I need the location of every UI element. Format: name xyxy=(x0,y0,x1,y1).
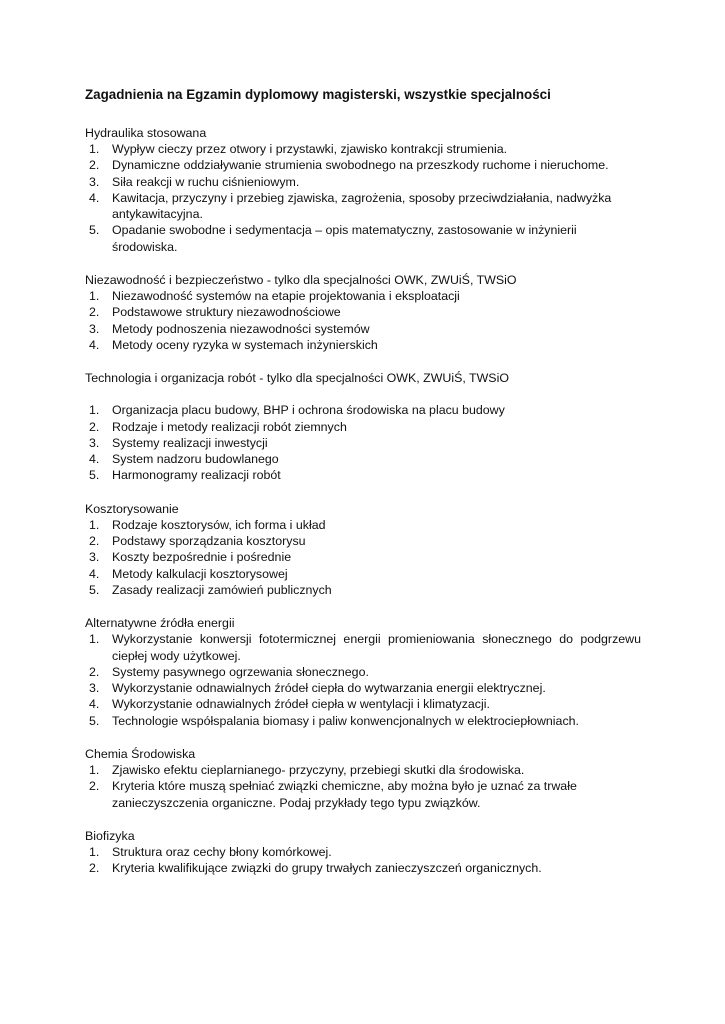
list-item xyxy=(85,419,641,435)
item-number: 1. xyxy=(89,763,100,778)
list-item xyxy=(85,451,641,467)
item-number: 3. xyxy=(89,435,100,450)
list-item xyxy=(85,582,641,598)
item-number: 4. xyxy=(89,452,100,467)
item-text: Niezawodność systemów na etapie projektowania i eksploatacji xyxy=(112,289,460,304)
item-text: Podstawy sporządzania kosztorysu xyxy=(112,534,306,549)
item-text: Technologie współspalania biomasy i paliw konwencjonalnych w elektrociepłowniach. xyxy=(112,713,579,728)
topic-list xyxy=(85,631,641,729)
item-text: Wykorzystanie odnawialnych źródeł ciepła w wentylacji i klimatyzacji. xyxy=(112,697,490,712)
section-biofizyka xyxy=(85,828,641,877)
item-number: 2. xyxy=(89,779,100,794)
list-item xyxy=(85,533,641,549)
item-text: Wypływ cieczy przez otwory i przystawki, zjawisko kontrakcji strumienia. xyxy=(112,142,508,156)
item-number: 2. xyxy=(89,305,100,320)
item-number: 4. xyxy=(89,190,100,205)
topic-list xyxy=(85,844,641,877)
item-number: 2. xyxy=(89,158,100,173)
section-niezawodnosc xyxy=(85,272,641,353)
section-chemia-srodowiska xyxy=(85,746,641,811)
item-text: Zjawisko efektu cieplarnianego- przyczyny, przebiegi skutki dla środowiska. xyxy=(112,763,525,778)
list-item xyxy=(85,157,641,173)
item-text: Podstawowe struktury niezawodnościowe xyxy=(112,305,341,320)
item-text: Harmonogramy realizacji robót xyxy=(112,468,281,483)
item-number: 4. xyxy=(89,337,100,352)
list-item xyxy=(85,566,641,582)
item-number: 1. xyxy=(89,844,100,859)
item-number: 5. xyxy=(89,713,100,728)
section-heading: Hydraulika stosowana xyxy=(85,126,207,140)
topic-list xyxy=(85,402,641,483)
list-item xyxy=(85,549,641,565)
item-number: 1. xyxy=(89,142,100,156)
item-text: Rodzaje kosztorysów, ich forma i układ xyxy=(112,517,326,532)
section-kosztorysowanie xyxy=(85,501,641,598)
item-number: 5. xyxy=(89,582,100,597)
section-heading: Technologia i organizacja robót - tylko dla specjalności OWK, ZWUiŚ, TWSiO xyxy=(85,371,509,386)
item-number: 2. xyxy=(89,664,100,679)
item-text: Organizacja placu budowy, BHP i ochrona środowiska na placu budowy xyxy=(112,403,505,418)
list-item xyxy=(85,664,641,680)
item-text: System nadzoru budowlanego xyxy=(112,452,279,467)
list-item xyxy=(85,860,641,876)
list-item xyxy=(85,762,641,778)
list-item xyxy=(85,517,641,533)
list-item xyxy=(85,174,641,190)
item-number: 1. xyxy=(89,632,100,647)
section-alternatywne-zrodla xyxy=(85,615,641,729)
item-text: Dynamiczne oddziaływanie strumienia swobodnego na przeszkody ruchome i nieruchome. xyxy=(112,158,609,173)
item-text: Metody oceny ryzyka w systemach inżynierskich xyxy=(112,337,378,352)
list-item xyxy=(85,190,641,223)
section-technologia xyxy=(85,370,641,483)
item-text: Metody kalkulacji kosztorysowej xyxy=(112,566,288,581)
document-title: Zagadnienia na Egzamin dyplomowy magisterski, wszystkie specjalności xyxy=(85,87,551,102)
item-text: Metody podnoszenia niezawodności systemów xyxy=(112,321,370,336)
list-item xyxy=(85,778,641,811)
document-page xyxy=(85,86,641,894)
section-heading: Kosztorysowanie xyxy=(85,501,179,516)
list-item xyxy=(85,402,641,418)
item-number: 3. xyxy=(89,681,100,696)
list-item xyxy=(85,680,641,696)
item-number: 1. xyxy=(89,403,100,418)
item-text: Siła reakcji w ruchu ciśnieniowym. xyxy=(112,174,300,189)
item-text: Rodzaje i metody realizacji robót ziemnych xyxy=(112,419,347,434)
list-item xyxy=(85,304,641,320)
item-text: Koszty bezpośrednie i pośrednie xyxy=(112,550,292,565)
item-number: 4. xyxy=(89,697,100,712)
item-number: 2. xyxy=(89,534,100,549)
item-text: Wykorzystanie odnawialnych źródeł ciepła do wytwarzania energii elektrycznej. xyxy=(112,681,546,696)
item-number: 2. xyxy=(89,419,100,434)
item-number: 5. xyxy=(89,468,100,483)
section-heading: Alternatywne źródła energii xyxy=(85,616,235,631)
item-number: 1. xyxy=(89,517,100,532)
item-number: 5. xyxy=(89,223,100,238)
topic-list xyxy=(85,141,641,255)
section-heading: Chemia Środowiska xyxy=(85,747,196,762)
list-item xyxy=(85,844,641,860)
list-item xyxy=(85,713,641,729)
item-text: Systemy realizacji inwestycji xyxy=(112,435,268,450)
list-item xyxy=(85,141,641,157)
topic-list xyxy=(85,517,641,598)
section-heading: Niezawodność i bezpieczeństwo - tylko dla specjalności OWK, ZWUiŚ, TWSiO xyxy=(85,273,517,288)
section-hydraulika xyxy=(85,125,641,255)
list-item xyxy=(85,467,641,483)
list-item xyxy=(85,435,641,451)
item-text: Zasady realizacji zamówień publicznych xyxy=(112,582,332,597)
topic-list xyxy=(85,762,641,811)
section-heading: Biofizyka xyxy=(85,828,135,843)
item-number: 4. xyxy=(89,566,100,581)
item-text: Kryteria które muszą spełniać związki chemiczne, aby można było je uznać za trwałe zanieczyszczenia organiczne. Podaj przykłady tego typu związków. xyxy=(112,779,577,810)
topic-list xyxy=(85,288,641,353)
item-text: Systemy pasywnego ogrzewania słonecznego. xyxy=(112,664,369,679)
item-text: Kryteria kwalifikujące związki do grupy trwałych zanieczyszczeń organicznych. xyxy=(112,861,542,876)
item-text: Wykorzystanie konwersji fototermicznej energii promieniowania słonecznego do podgrzewu ciepłej wody użytkowej. xyxy=(112,632,641,663)
item-number: 1. xyxy=(89,289,100,304)
list-item xyxy=(85,288,641,304)
item-number: 2. xyxy=(89,861,100,876)
item-number: 3. xyxy=(89,174,100,189)
list-item xyxy=(85,222,641,255)
list-item xyxy=(85,321,641,337)
item-number: 3. xyxy=(89,321,100,336)
item-number: 3. xyxy=(89,550,100,565)
item-text: Opadanie swobodne i sedymentacja – opis matematyczny, zastosowanie w inżynierii środowiska. xyxy=(112,223,577,254)
list-item xyxy=(85,696,641,712)
item-text: Kawitacja, przyczyny i przebieg zjawiska, zagrożenia, sposoby przeciwdziałania, nadwyżka antykawitacyjna. xyxy=(112,190,612,222)
list-item xyxy=(85,631,641,664)
item-text: Struktura oraz cechy błony komórkowej. xyxy=(112,844,332,859)
list-item xyxy=(85,337,641,353)
